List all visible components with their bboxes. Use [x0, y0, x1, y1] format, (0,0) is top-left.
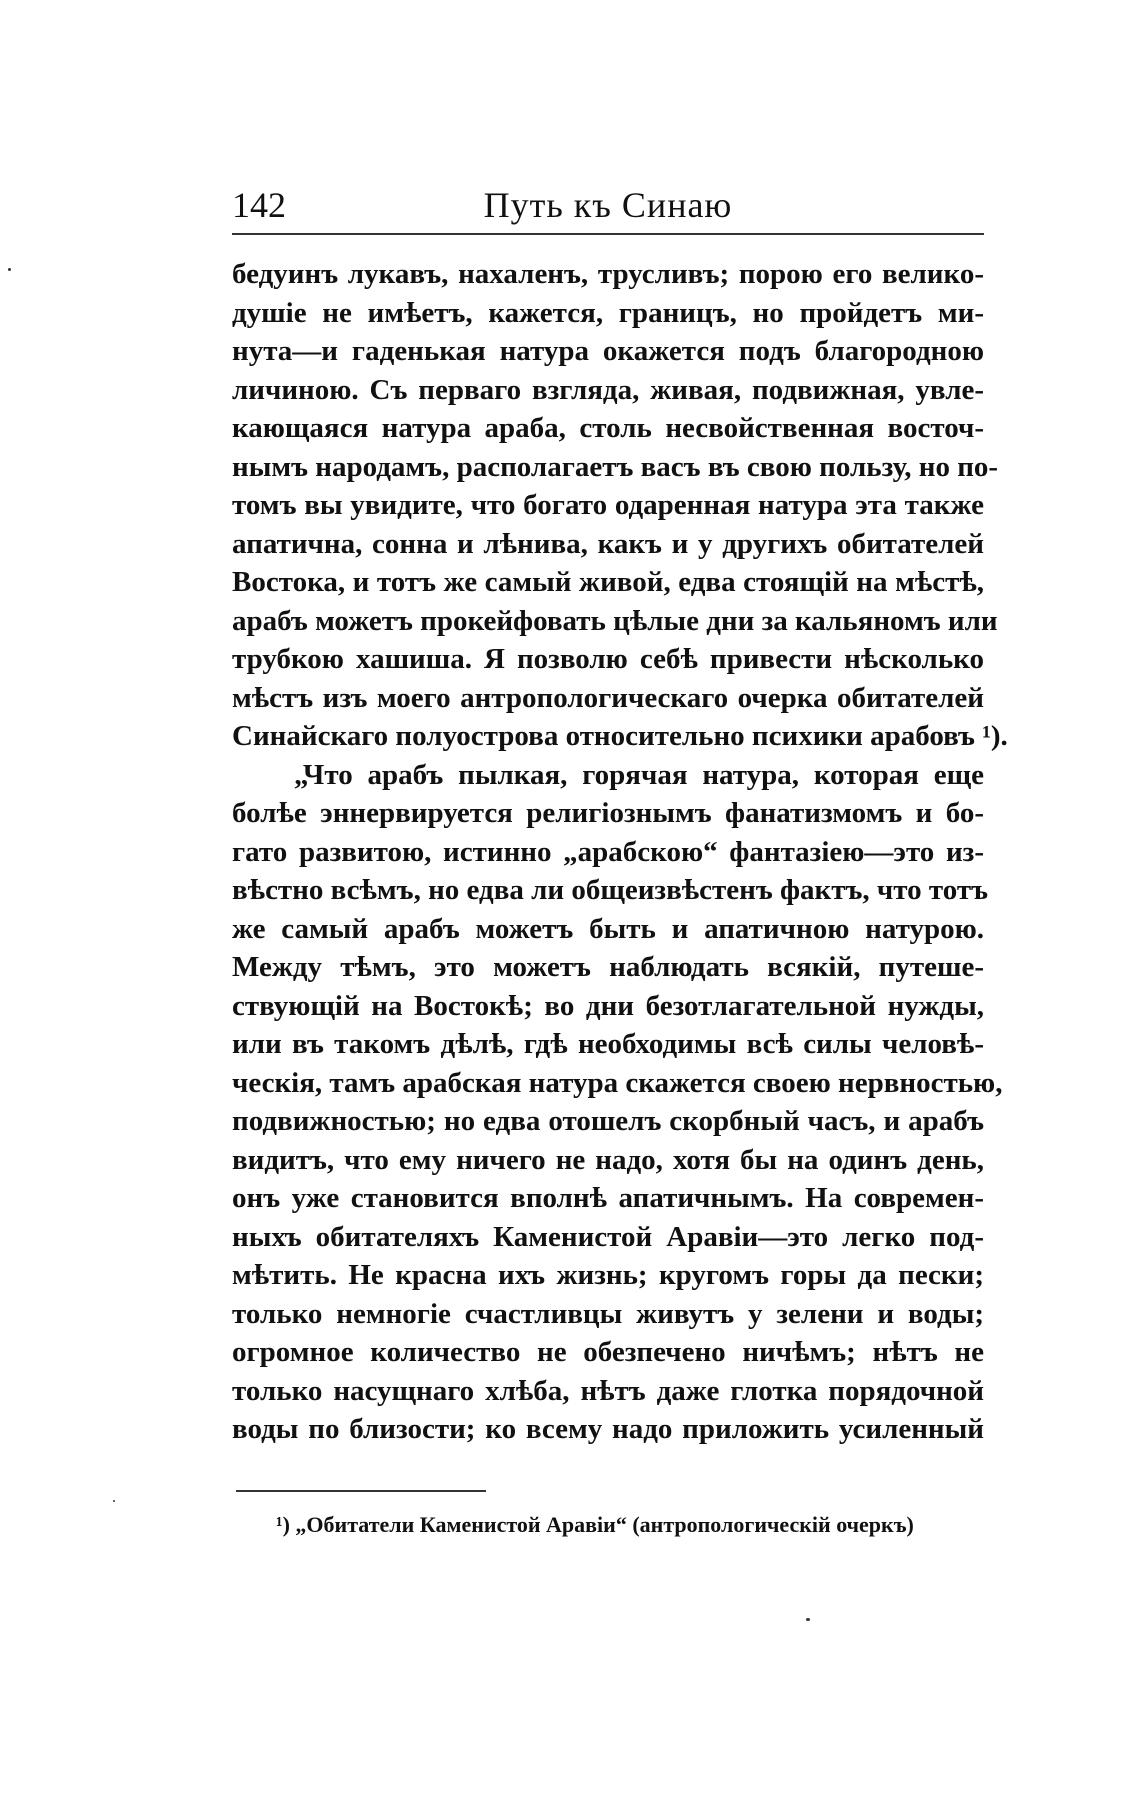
page-header: [232, 180, 984, 230]
text-line: душіе не имѣетъ, кажется, границъ, но пройдетъ ми-: [232, 296, 984, 329]
print-speck: [806, 1618, 810, 1621]
text-line: нута—и гаденькая натура окажется подъ благородною: [232, 335, 984, 367]
text-line: бедуинъ лукавъ, нахаленъ, трусливъ; порою его велико-: [232, 258, 984, 290]
text-line: апатична, сонна и лѣнива, какъ и у другихъ обитателей: [232, 527, 984, 560]
text-line: онъ уже становится вполнѣ апатичнымъ. На современ-: [232, 1182, 984, 1214]
text-line: томъ вы увидите, что богато одаренная натура эта также: [232, 489, 984, 521]
text-line: кающаяся натура араба, столь несвойственная восточ-: [232, 412, 984, 444]
text-line: ствующій на Востокѣ; во дни безотлагательной нужды,: [232, 989, 984, 1022]
print-speck: [8, 268, 11, 271]
text-line: только немногіе счастливцы живутъ у зелени и воды;: [232, 1297, 984, 1330]
text-line: огромное количество не обезпечено ничѣмъ; нѣтъ не: [232, 1336, 984, 1368]
text-line: „Что арабъ пылкая, горячая натура, которая еще: [294, 758, 984, 791]
footnote: ¹) „Обитатели Каменистой Аравіи“ (антропологическій очеркъ): [276, 1512, 914, 1537]
text-line: видитъ, что ему ничего не надо, хотя бы на одинъ день,: [232, 1143, 984, 1176]
text-line: болѣе эннервируется религіознымъ фанатизмомъ и бо-: [232, 797, 984, 829]
header-rule: [232, 233, 984, 235]
page-number: 142: [232, 185, 286, 225]
text-line: мѣтить. Не красна ихъ жизнь; кругомъ горы да пески;: [232, 1259, 984, 1291]
text-line: арабъ можетъ прокейфовать цѣлые дни за кальяномъ или: [232, 604, 998, 637]
text-line: вѣстно всѣмъ, но едва ли общеизвѣстенъ фактъ, что тотъ: [232, 874, 989, 906]
print-speck: [113, 1500, 115, 1502]
text-line: Востока, и тотъ же самый живой, едва стоящій на мѣстѣ,: [232, 566, 984, 598]
running-title: Путь къ Синаю: [483, 185, 733, 225]
footnote-rule: [236, 1490, 486, 1492]
body-text: [232, 255, 1008, 1449]
text-line: же самый арабъ можетъ быть и апатичною натурою.: [232, 912, 984, 945]
text-line: или въ такомъ дѣлѣ, гдѣ необходимы всѣ силы человѣ-: [232, 1028, 984, 1060]
text-line: мѣстъ изъ моего антропологическаго очерка обитателей: [232, 681, 984, 714]
text-line: трубкою хашиша. Я позволю себѣ привести нѣсколько: [232, 643, 984, 675]
text-line: ныхъ обитателяхъ Каменистой Аравіи—это легко под-: [232, 1220, 984, 1253]
text-line: Синайскаго полуострова относительно психики арабовъ ¹).: [232, 720, 1008, 752]
text-line: нымъ народамъ, располагаетъ васъ въ свою пользу, но по-: [232, 450, 999, 483]
text-line: воды по близости; ко всему надо приложить усиленный: [232, 1413, 984, 1445]
text-line: ческія, тамъ арабская натура скажется своею нервностью,: [232, 1066, 1003, 1099]
text-line: только насущнаго хлѣба, нѣтъ даже глотка порядочной: [232, 1374, 984, 1407]
text-line: личиною. Съ перваго взгляда, живая, подвижная, увле-: [232, 373, 984, 406]
text-line: гато развитою, истинно „арабскою“ фантазіею—это из-: [232, 835, 984, 868]
text-line: Между тѣмъ, это можетъ наблюдать всякій, путеше-: [232, 951, 984, 983]
text-line: подвижностью; но едва отошелъ скорбный часъ, и арабъ: [232, 1105, 984, 1137]
